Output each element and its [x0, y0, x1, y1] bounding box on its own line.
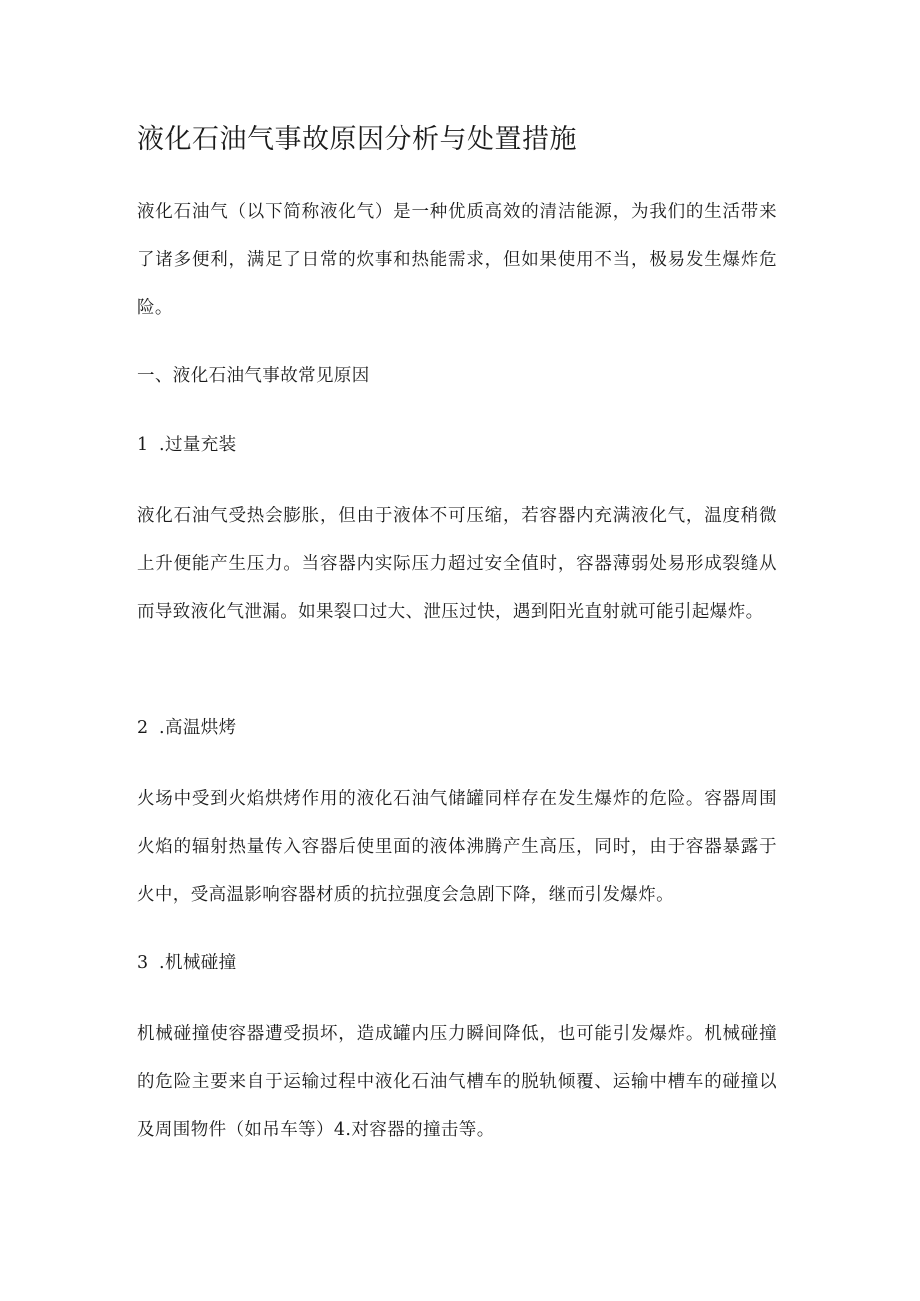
item-paragraph-3: 机械碰撞使容器遭受损坏，造成罐内压力瞬间降低，也可能引发爆炸。机械碰撞的危险主要来自于运输过程中液化石油气槽车的脱轨倾覆、运输中槽车的碰撞以及周围物件（如吊车等）4.对容器的撞击等。	[137, 1024, 777, 1140]
document-title: 液化石油气事故原因分析与处置措施	[137, 124, 577, 155]
item-title: .过量充装	[159, 435, 237, 455]
item-number: 3	[137, 953, 149, 973]
item-title: .机械碰撞	[159, 953, 237, 973]
section-heading: 一、液化石油气事故常见原因	[137, 366, 370, 386]
intro-paragraph: 液化石油气（以下简称液化气）是一种优质高效的清洁能源，为我们的生活带来了诸多便利，满足了日常的炊事和热能需求，但如果使用不当，极易发生爆炸危险。	[137, 202, 777, 318]
item-heading-2	[137, 713, 237, 743]
item-paragraph-1: 液化石油气受热会膨胀，但由于液体不可压缩，若容器内充满液化气，温度稍微上升便能产生压力。当容器内实际压力超过安全值时，容器薄弱处易形成裂缝从而导致液化气泄漏。如果裂口过大、泄压过快，遇到阳光直射就可能引起爆炸。	[137, 506, 777, 622]
item-number: 2	[137, 718, 149, 738]
item-heading-3	[137, 948, 237, 978]
item-title: .高温烘烤	[159, 718, 237, 738]
item-paragraph-2: 火场中受到火焰烘烤作用的液化石油气储罐同样存在发生爆炸的危险。容器周围火焰的辐射热量传入容器后使里面的液体沸腾产生高压，同时，由于容器暴露于火中，受高温影响容器材质的抗拉强度会急剧下降，继而引发爆炸。	[137, 789, 777, 905]
item-number: 1	[137, 435, 149, 455]
item-heading-1	[137, 430, 237, 460]
